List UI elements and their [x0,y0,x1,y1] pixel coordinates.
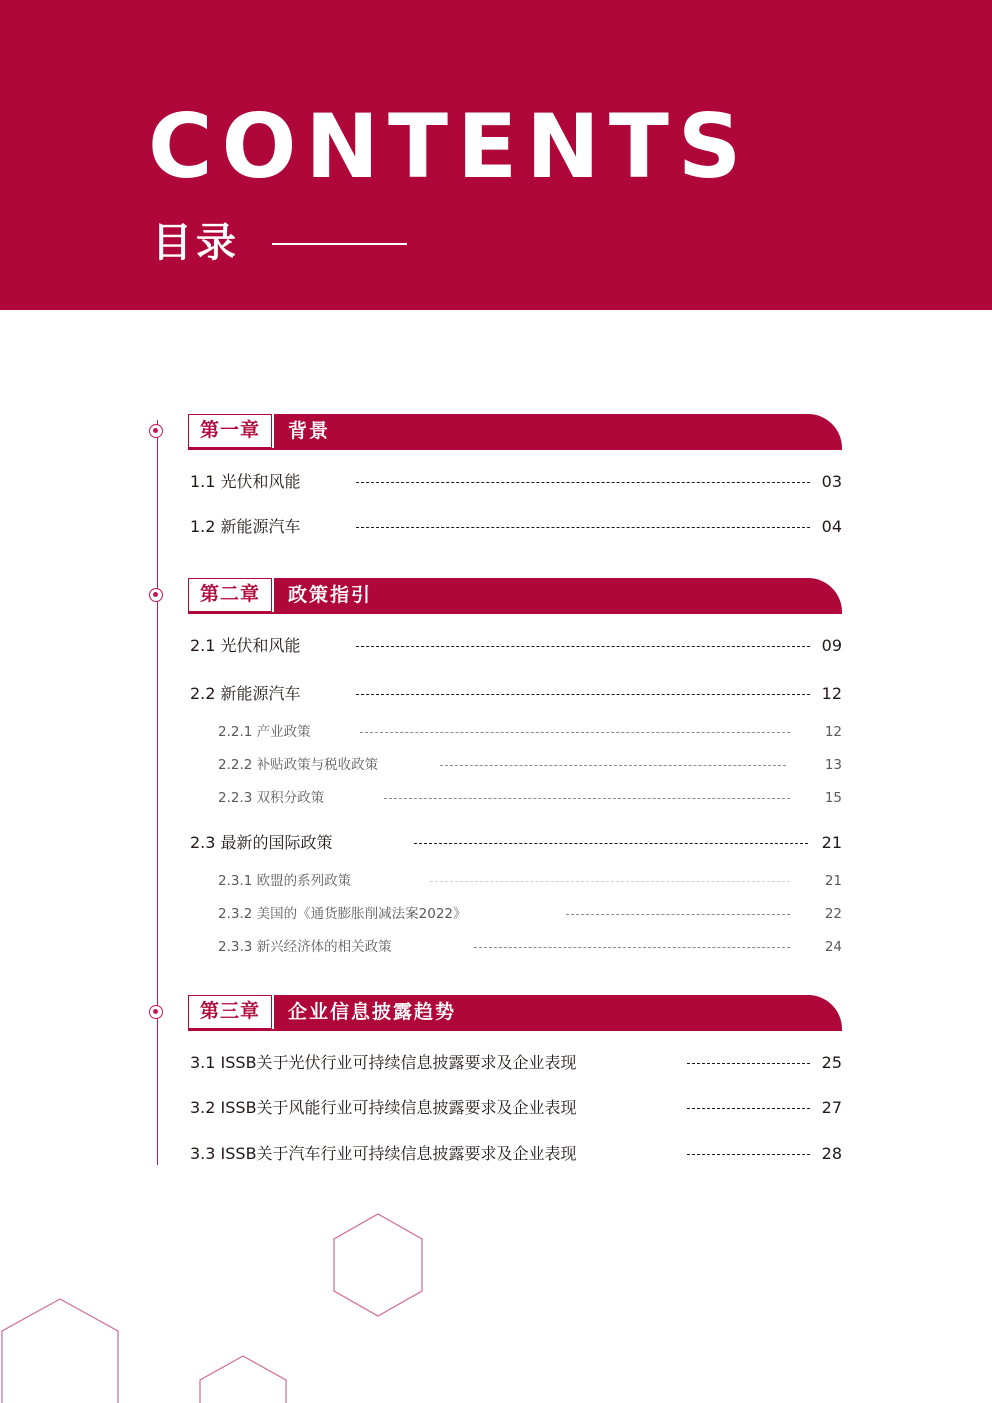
entry-label: 2.2.2 补贴政策与税收政策 [218,757,379,773]
leader-dots [356,646,810,647]
chapter-bar [274,414,842,448]
chapter-number: 第三章 [188,995,272,1029]
page-title-en: CONTENTS [148,95,751,198]
chapter-3-node-icon [149,1005,163,1019]
leader-dots [566,914,790,915]
chapter-underline [188,612,842,614]
chapter-2-node-icon [149,588,163,602]
entry-label: 2.1 光伏和风能 [190,636,301,655]
toc-entry-2-2-2[interactable] [218,753,842,777]
toc-entry-3-2[interactable] [190,1096,842,1120]
chapter-title: 背景 [288,420,331,442]
hexagon-decoration-icon [330,1212,426,1318]
entry-label: 3.2 ISSB关于风能行业可持续信息披露要求及企业表现 [190,1098,577,1117]
toc-entry-2-2[interactable] [190,682,842,706]
page-title-cn: 目录 [152,220,240,266]
leader-dots [414,843,808,844]
entry-label: 2.3 最新的国际政策 [190,833,333,852]
leader-dots [384,798,790,799]
entry-page: 13 [824,757,842,773]
toc-entry-2-2-3[interactable] [218,786,842,810]
entry-page: 22 [824,906,842,922]
chapter-number: 第一章 [188,414,272,448]
leader-dots [356,527,810,528]
toc-entry-2-3-2[interactable] [218,902,842,926]
entry-page: 21 [821,833,842,852]
hexagon-decoration-icon [196,1354,292,1403]
entry-page: 03 [821,472,842,491]
chapter-3-header[interactable] [188,995,842,1029]
entry-page: 25 [821,1053,842,1072]
leader-dots [687,1063,810,1064]
entry-label: 1.2 新能源汽车 [190,517,301,536]
leader-dots [687,1108,810,1109]
toc-entry-2-2-1[interactable] [218,720,842,744]
entry-label: 2.3.3 新兴经济体的相关政策 [218,939,392,955]
toc-entry-1-2[interactable] [190,515,842,539]
entry-page: 21 [824,873,842,889]
entry-page: 24 [824,939,842,955]
chapter-1-header[interactable] [188,414,842,448]
toc-entry-2-1[interactable] [190,634,842,658]
leader-dots [356,482,810,483]
leader-dots [360,732,790,733]
entry-label: 2.3.2 美国的《通货膨胀削减法案2022》 [218,906,467,922]
entry-label: 2.2.3 双积分政策 [218,790,325,806]
chapter-underline [188,1029,842,1031]
chapter-underline [188,448,842,450]
header-banner [0,0,992,310]
entry-page: 12 [824,724,842,740]
toc-entry-3-3[interactable] [190,1142,842,1166]
entry-page: 27 [821,1098,842,1117]
chapter-title: 企业信息披露趋势 [288,1001,457,1023]
leader-dots [687,1154,810,1155]
leader-dots [474,947,790,948]
toc-entry-1-1[interactable] [190,470,842,494]
toc-entry-2-3-1[interactable] [218,869,842,893]
toc-entry-2-3-3[interactable] [218,935,842,959]
entry-page: 28 [821,1144,842,1163]
entry-label: 2.2 新能源汽车 [190,684,301,703]
chapter-title: 政策指引 [288,584,373,606]
entry-page: 15 [824,790,842,806]
entry-label: 2.3.1 欧盟的系列政策 [218,873,352,889]
entry-page: 12 [821,684,842,703]
entry-page: 04 [821,517,842,536]
chapter-number: 第二章 [188,578,272,612]
toc-entry-3-1[interactable] [190,1051,842,1075]
leader-dots [430,881,790,882]
entry-label: 3.1 ISSB关于光伏行业可持续信息披露要求及企业表现 [190,1053,577,1072]
title-divider [272,243,407,245]
toc-timeline [157,420,158,1165]
hexagon-decoration-icon [0,1296,124,1403]
leader-dots [356,694,810,695]
entry-page: 09 [821,636,842,655]
toc-entry-2-3[interactable] [190,831,842,855]
entry-label: 1.1 光伏和风能 [190,472,301,491]
entry-label: 3.3 ISSB关于汽车行业可持续信息披露要求及企业表现 [190,1144,577,1163]
chapter-2-header[interactable] [188,578,842,612]
entry-label: 2.2.1 产业政策 [218,724,311,740]
chapter-1-node-icon [149,424,163,438]
leader-dots [440,765,786,766]
